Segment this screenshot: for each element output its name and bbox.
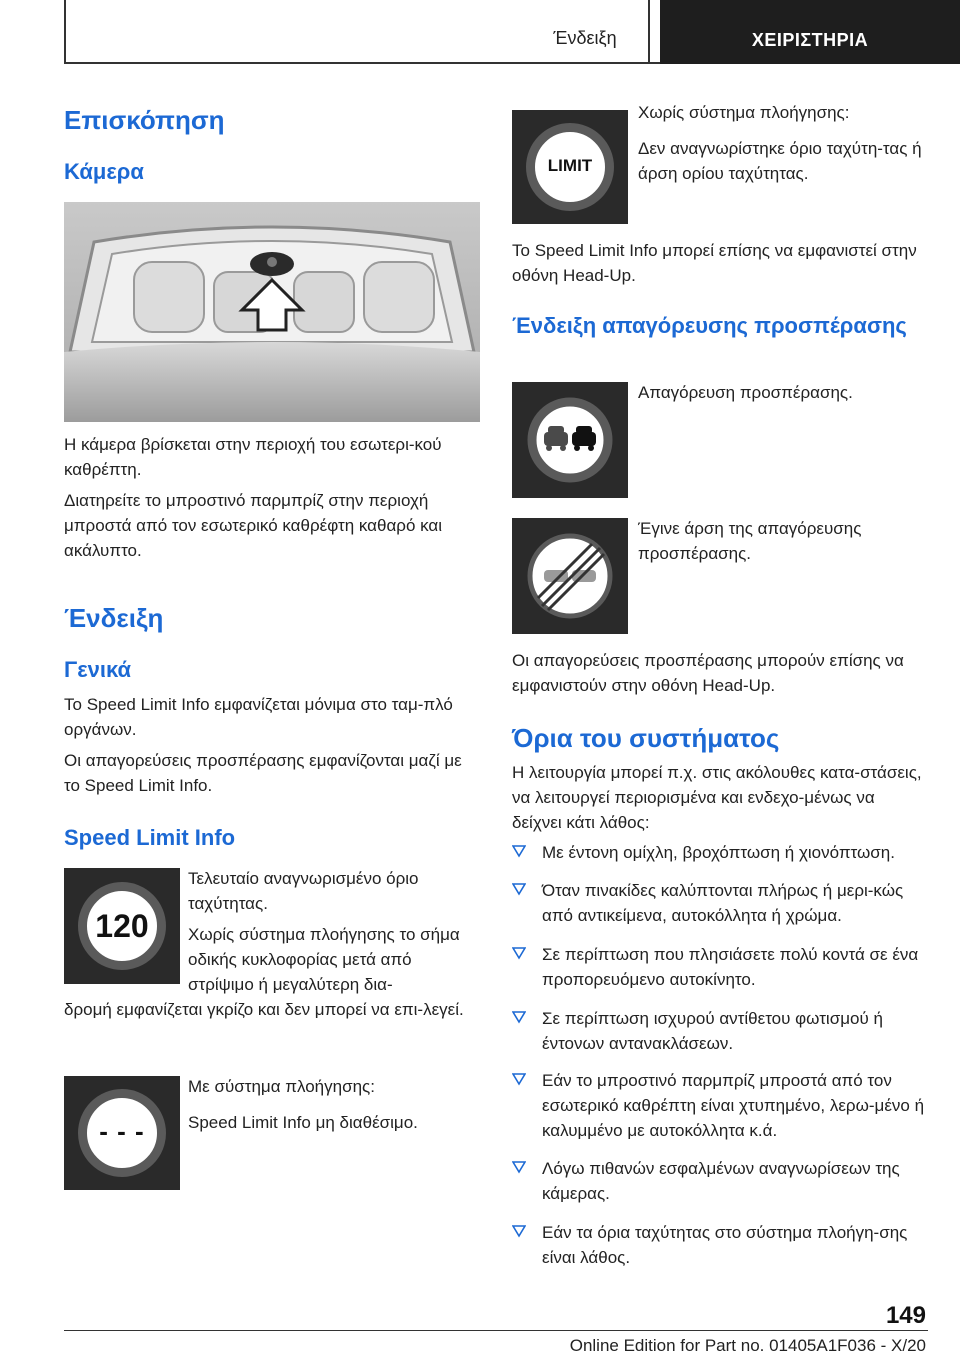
limit-paragraph-1: Χωρίς σύστημα πλοήγησης:	[638, 103, 850, 122]
speed-limit-unavailable-sign	[64, 1076, 180, 1190]
camera-heading: Κάμερα	[64, 159, 144, 184]
triangle-bullet-icon	[512, 1160, 526, 1174]
footer-rule	[64, 1330, 928, 1331]
triangle-bullet-icon	[512, 1072, 526, 1086]
overtaking-heading: Ένδειξη απαγόρευσης προσπέρασης	[512, 313, 907, 338]
speed-limit-120-sign	[64, 868, 180, 984]
sli-paragraph-2b: δρομή εμφανίζεται γκρίζο και δεν μπορεί να επι‐λεγεί.	[64, 1000, 464, 1019]
general-paragraph-2: Οι απαγορεύσεις προσπέρασης εμφανίζονται μαζί με το Speed Limit Info.	[64, 751, 462, 795]
system-limits-intro: Η λειτουργία μπορεί π.χ. στις ακόλουθες κατα‐στάσεις, να λειτουργεί περιορισμένα και ενδεχο‐μένως να δείχνει κάτι λάθος:	[512, 763, 922, 832]
limit-bullet-text: Με έντονη ομίχλη, βροχόπτωση ή χιονόπτωση.	[542, 843, 895, 862]
general-paragraph-1: Το Speed Limit Info εμφανίζεται μόνιμα στο ταμ‐πλό οργάνων.	[64, 695, 453, 739]
car-interior-illustration	[64, 202, 480, 422]
triangle-bullet-icon	[512, 844, 526, 858]
camera-image	[64, 202, 480, 422]
no-overtaking-sign	[512, 382, 628, 498]
indication-heading: Ένδειξη	[64, 603, 164, 633]
no-overtaking-icon	[512, 382, 628, 498]
system-limits-heading: Όρια του συστήματος	[512, 723, 780, 753]
overtaking-paragraph-2: Έγινε άρση της απαγόρευσης προσπέρασης.	[638, 519, 862, 563]
limit-bullet-text: Λόγω πιθανών εσφαλμένων αναγνωρίσεων της κάμερας.	[542, 1159, 900, 1203]
end-no-overtaking-sign	[512, 518, 628, 634]
sli-paragraph-3: Με σύστημα πλοήγησης:	[188, 1077, 375, 1096]
limit-bullet-text: Εάν τα όρια ταχύτητας στο σύστημα πλοήγη‐σης είναι λάθος.	[542, 1223, 908, 1267]
limit-bullet-text: Εάν το μπροστινό παρμπρίζ μπροστά από τον εσωτερικό καθρέπτη είναι χτυπημένο, λερω‐μένο ή καλυμμένο με αυτοκόλλητα κ.ά.	[542, 1071, 925, 1140]
limit-bullet-text: Σε περίπτωση ισχυρού αντίθετου φωτισμού ή έντονων αντανακλάσεων.	[542, 1009, 883, 1053]
limit-bullet-text: Σε περίπτωση που πλησιάσετε πολύ κοντά σε ένα προπορευόμενο αυτοκίνητο.	[542, 945, 919, 989]
camera-paragraph-2: Διατηρείτε το μπροστινό παρμπρίζ στην περιοχή μπροστά από τον εσωτερικό καθρέφτη καθαρό και ακάλυπτο.	[64, 491, 443, 560]
tab-controls[interactable]: ΧΕΙΡΙΣΤΗΡΙΑ	[660, 0, 960, 64]
end-no-overtaking-icon	[512, 518, 628, 634]
sli-paragraph-2a: Χωρίς σύστημα πλοήγησης το σήμα οδικής κυκλοφορίας μετά από στρίψιμο ή μεγαλύτερη δια‐	[188, 925, 460, 994]
footer-edition: Online Edition for Part no. 01405A1F036 - X/20	[569, 1336, 926, 1355]
limit-sign	[512, 110, 628, 224]
triangle-bullet-icon	[512, 946, 526, 960]
limit-paragraph-2: Δεν αναγνωρίστηκε όριο ταχύτη‐τας ή άρση ορίου ταχύτητας.	[638, 139, 922, 183]
sli-paragraph-4: Speed Limit Info μη διαθέσιμο.	[188, 1113, 418, 1132]
sign-limit-text: LIMIT	[547, 156, 593, 175]
sign-dashes-text: - - -	[99, 1116, 145, 1146]
header-bottom-rule	[64, 62, 660, 64]
limit-bullet-text: Όταν πινακίδες καλύπτονται πλήρως ή μερι‐κώς από αντικείμενα, αυτοκόλλητα ή χρώμα.	[542, 881, 904, 925]
tab-indication[interactable]: Ένδειξη	[553, 28, 617, 48]
header-left-rule	[64, 0, 66, 64]
speed-limit-info-heading: Speed Limit Info	[64, 825, 236, 850]
sli-paragraph-1: Τελευταίο αναγνωρισμένο όριο ταχύτητας.	[188, 869, 419, 913]
triangle-bullet-icon	[512, 882, 526, 896]
page-number: 149	[885, 1302, 926, 1329]
header-divider	[648, 0, 650, 64]
triangle-bullet-icon	[512, 1224, 526, 1238]
sign-120-text: 120	[95, 908, 149, 944]
general-heading: Γενικά	[64, 657, 132, 682]
page-title: Επισκόπηση	[64, 105, 225, 135]
camera-paragraph-1: Η κάμερα βρίσκεται στην περιοχή του εσωτερι‐κού καθρέπτη.	[64, 435, 442, 479]
overtaking-hud-paragraph: Οι απαγορεύσεις προσπέρασης μπορούν επίσης να εμφανιστούν στην οθόνη Head-Up.	[512, 651, 904, 695]
triangle-bullet-icon	[512, 1010, 526, 1024]
overtaking-paragraph-1: Απαγόρευση προσπέρασης.	[638, 383, 853, 402]
hud-paragraph: Το Speed Limit Info μπορεί επίσης να εμφανιστεί στην οθόνη Head-Up.	[512, 241, 917, 285]
